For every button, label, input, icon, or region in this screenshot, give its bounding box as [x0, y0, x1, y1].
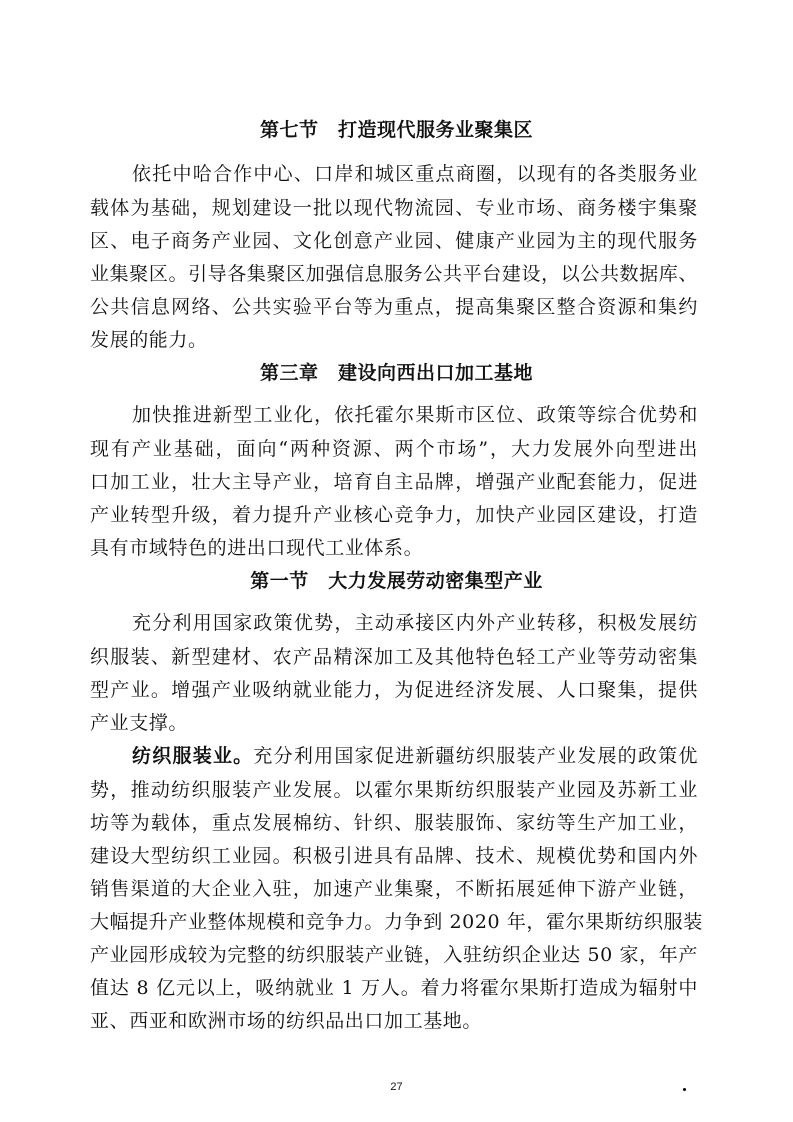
section-heading-7: 第七节 打造现代服务业聚集区 [259, 119, 533, 141]
paragraph-line: 亚、西亚和欧洲市场的纺织品出口加工基地。 [90, 1010, 483, 1032]
paragraph-line: 建设大型纺织工业园。积极引进具有品牌、技术、规模优势和国内外 [90, 845, 698, 867]
paragraph-line: 产业转型升级，着力提升产业核心竞争力，加快产业园区建设，打造 [90, 504, 698, 526]
paragraph-line: 产业园形成较为完整的纺织服装产业链，入驻纺织企业达 50 家，年产 [90, 944, 698, 966]
paragraph-line: 依托中哈合作中心、口岸和城区重点商圈，以现有的各类服务业 [132, 163, 698, 185]
paragraph-line: 织服装、新型建材、农产品精深加工及其他特色轻工产业等劳动密集 [90, 646, 698, 668]
page-number: 27 [390, 1081, 403, 1093]
paragraph-line: 销售渠道的大企业入驻，加速产业集聚，不断拓展延伸下游产业链， [90, 878, 698, 900]
paragraph-line: 大幅提升产业整体规模和竞争力。力争到 2020 年，霍尔果斯纺织服装 [90, 911, 703, 933]
paragraph-line: 值达 8 亿元以上，吸纳就业 1 万人。着力将霍尔果斯打造成为辐射中 [90, 977, 698, 999]
page-dot-mark [683, 1088, 686, 1091]
paragraph-line: 业集聚区。引导各集聚区加强信息服务公共平台建设，以公共数据库、 [90, 263, 698, 285]
paragraph-line: 势，推动纺织服装产业发展。以霍尔果斯纺织服装产业园及苏新工业 [90, 779, 698, 801]
paragraph-line: 具有市域特色的进出口现代工业体系。 [90, 537, 424, 559]
paragraph-line: 坊等为载体，重点发展棉纺、针织、服装服饰、家纺等生产加工业， [90, 812, 698, 834]
paragraph-line [132, 744, 698, 768]
paragraph-line: 口加工业，壮大主导产业，培育自主品牌，增强产业配套能力，促进 [90, 471, 698, 493]
paragraph-line: 型产业。增强产业吸纳就业能力，为促进经济发展、人口聚集，提供 [90, 679, 698, 701]
paragraph-line: 公共信息网络、公共实验平台等为重点，提高集聚区整合资源和集约 [90, 296, 698, 318]
paragraph-line: 加快推进新型工业化，依托霍尔果斯市区位、政策等综合优势和 [132, 404, 698, 426]
paragraph-line: 发展的能力。 [90, 329, 208, 351]
chapter-heading-3: 第三章 建设向西出口加工基地 [259, 362, 533, 384]
paragraph-line: 产业支撑。 [90, 712, 189, 734]
paragraph-line: 载体为基础，规划建设一批以现代物流园、专业市场、商务楼宇集聚 [90, 197, 698, 219]
textile-lead-term: 纺织服装业。 [132, 745, 254, 767]
section-heading-1: 第一节 大力发展劳动密集型产业 [250, 570, 543, 592]
paragraph-line: 充分利用国家政策优势，主动承接区内外产业转移，积极发展纺 [132, 612, 698, 634]
paragraph-line: 现有产业基础，面向“两种资源、两个市场”，大力发展外向型进出 [90, 438, 698, 460]
paragraph-line: 区、电子商务产业园、文化创意产业园、健康产业园为主的现代服务 [90, 230, 698, 252]
paragraph-text: 充分利用国家促进新疆纺织服装产业发展的政策优 [253, 745, 698, 767]
